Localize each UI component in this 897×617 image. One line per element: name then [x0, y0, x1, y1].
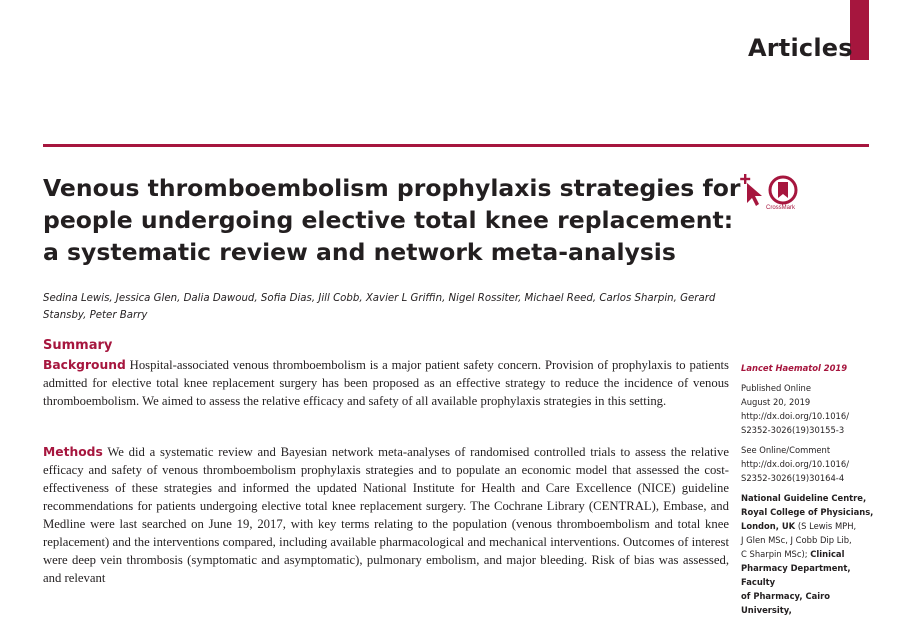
affiliation-line: Royal College of Physicians, — [741, 507, 874, 517]
cursor-arrow-icon — [747, 183, 762, 206]
methods-text: We did a systematic review and Bayesian network meta-analyses of randomised controlled trials to assess the relative efficacy and safety of venous thromboembolism prophylaxis strategies and to populate an economic model that assessed the cost-effectiveness of these strategies and informed the updated National Institute for Health and Care Excellence (NICE) guideline recommendations for patients undergoing elective total knee replacement surgery. The Cochrane Library (CENTRAL), Embase, and Medline were last searched on June 19, 2017, with key terms relating to the population (venous thromboembolism and total knee replacement) and the interventions compared, including available pharmacological and mechanical interventions. Outcomes of interest were deep vein thrombosis (symptomatic and asymptomatic), pulmonary embolism, and major bleeding. Risk of bias was assessed, and relevant — [43, 445, 729, 585]
accent-bar — [850, 0, 869, 60]
see-comment-label[interactable]: See Online/Comment — [741, 445, 831, 455]
affiliation-line: National Guideline Centre, — [741, 493, 867, 503]
author-list: Sedina Lewis, Jessica Glen, Dalia Dawoud, Sofia Dias, Jill Cobb, Xavier L Griffin, Nigel Rossiter, Michael Reed, Carlos Sharpin, Gerard Stansby, Peter Barry — [43, 293, 716, 321]
summary-heading: Summary — [43, 338, 113, 353]
published-date: August 20, 2019 — [741, 397, 811, 407]
methods-label: Methods — [43, 445, 103, 459]
background-paragraph — [43, 356, 729, 410]
affiliation-line: London, UK (S Lewis MPH, — [741, 521, 857, 531]
article-title: Venous thromboembolism prophylaxis strategies for people undergoing elective total knee replacement: a systematic review and network meta-analysis — [43, 174, 741, 266]
methods-paragraph — [43, 443, 729, 587]
journal-citation: Lancet Haematol 2019 — [741, 363, 848, 373]
comment-doi-link[interactable]: http://dx.doi.org/10.1016/ — [741, 459, 850, 469]
affiliation-line: C Sharpin MSc); Clinical — [741, 549, 845, 559]
background-label: Background — [43, 358, 126, 372]
crossmark-plus-icon — [740, 174, 750, 184]
crossmark-label[interactable]: CrossMark — [766, 205, 796, 211]
header-rule — [43, 144, 869, 147]
article-sidebar — [741, 361, 875, 617]
affiliation-line: Pharmacy Department, Faculty — [741, 563, 851, 587]
background-text: Hospital-associated venous thromboembolism is a major patient safety concern. Provision of prophylaxis to patients admitted for elective total knee replacement surgery has been proposed as an effective strategy to reduce the incidence of venous thromboembolism. We aimed to assess the relative efficacy and safety of all available prophylaxis strategies in this setting. — [43, 358, 729, 408]
affiliation-line: of Pharmacy, Cairo University, — [741, 591, 830, 615]
comment-doi-link-cont[interactable]: S2352-3026(19)30164-4 — [741, 473, 845, 483]
doi-link[interactable]: http://dx.doi.org/10.1016/ — [741, 411, 850, 421]
published-label: Published Online — [741, 383, 811, 393]
affiliation-names: J Glen MSc, J Cobb Dip Lib, — [741, 535, 852, 545]
doi-link-cont[interactable]: S2352-3026(19)30155-3 — [741, 425, 845, 435]
section-label: Articles — [748, 34, 853, 62]
